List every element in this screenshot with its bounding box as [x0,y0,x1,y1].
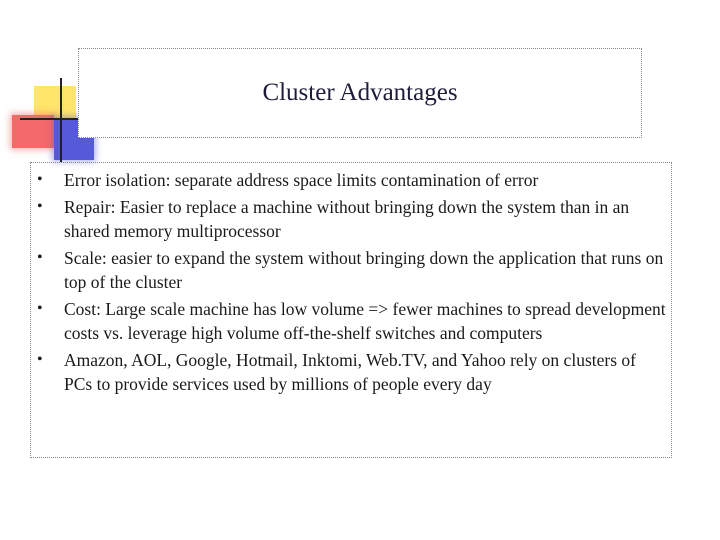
bullet-text: Cost: Large scale machine has low volume => fewer machines to spread development costs vs. leverage high volume off-the-shelf switches and computers [64,299,666,343]
bullet-item [31,297,671,345]
bullet-item [31,168,671,192]
bullet-item [31,348,671,396]
bullet-icon: • [37,249,43,266]
title-placeholder [78,48,642,138]
bullet-icon: • [37,300,43,317]
bullet-icon: • [37,171,43,188]
bullet-text: Repair: Easier to replace a machine without bringing down the system than in an shared memory multiprocessor [64,197,630,241]
decorative-vertical-line [60,78,62,162]
bullet-icon: • [37,351,43,368]
slide-title: Cluster Advantages [262,79,458,106]
bullet-item [31,246,671,294]
decorative-horizontal-line [20,118,82,120]
bullet-text: Error isolation: separate address space limits contamination of error [64,170,539,190]
bullet-text: Scale: easier to expand the system without bringing down the application that runs on top of the cluster [64,248,664,292]
bullet-item [31,195,671,243]
bullet-list [31,168,671,399]
bullet-icon: • [37,198,43,215]
content-placeholder [30,162,672,458]
bullet-text: Amazon, AOL, Google, Hotmail, Inktomi, Web.TV, and Yahoo rely on clusters of PCs to provide services used by millions of people every day [64,350,636,394]
